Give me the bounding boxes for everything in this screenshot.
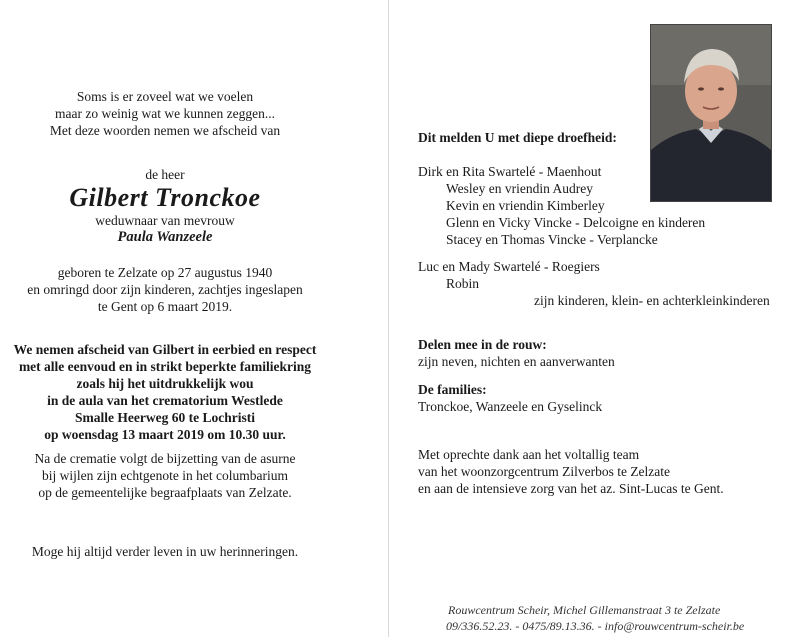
family-line-1: Dirk en Rita Swartelé - Maenhout <box>418 164 602 179</box>
birth-line-1: geboren te Zelzate op 27 augustus 1940 <box>57 265 273 280</box>
ceremony-line-3: zoals hij het uitdrukkelijk wou <box>76 376 254 391</box>
family-line-3: Kevin en vriendin Kimberley <box>446 198 605 213</box>
share-heading: Delen mee in de rouw: <box>418 337 547 352</box>
share-text: zijn neven, nichten en aanverwanten <box>418 354 615 369</box>
family-line-2: Wesley en vriendin Audrey <box>446 181 593 196</box>
cremation-line-2: bij wijlen zijn echtgenote in het columbarium <box>42 468 288 483</box>
widower-line: weduwnaar van mevrouw <box>95 213 235 228</box>
footer-contact: 09/336.52.23. - 0475/89.13.36. - info@rouwcentrum-scheir.be <box>446 619 745 633</box>
family-line-6: Luc en Mady Swartelé - Roegiers <box>418 259 600 274</box>
children-line: zijn kinderen, klein- en achterkleinkinderen <box>534 293 770 308</box>
ceremony-line-6: op woensdag 13 maart 2019 om 10.30 uur. <box>44 427 286 442</box>
families-heading: De families: <box>418 382 487 397</box>
footer-address: Rouwcentrum Scheir, Michel Gillemanstraat 3 te Zelzate <box>448 603 721 617</box>
closing-line: Moge hij altijd verder leven in uw herinneringen. <box>31 544 299 559</box>
thanks-line-1: Met oprechte dank aan het voltallig team <box>418 447 640 462</box>
poem-line-1: Soms is er zoveel wat we voelen <box>76 89 254 104</box>
left-panel <box>0 0 388 637</box>
family-line-4: Glenn en Vicky Vincke - Delcoigne en kinderen <box>446 215 706 230</box>
birth-line-2: en omringd door zijn kinderen, zachtjes ingeslapen <box>27 282 303 297</box>
announcement-heading: Dit melden U met diepe droefheid: <box>418 130 617 145</box>
spouse-name: Paula Wanzeele <box>117 229 213 245</box>
ceremony-line-4: in de aula van het crematorium Westlede <box>47 393 283 408</box>
cremation-line-3: op de gemeentelijke begraafplaats van Zelzate. <box>38 485 292 500</box>
deceased-name: Gilbert Tronckoe <box>69 183 261 212</box>
portrait-photo <box>650 24 772 202</box>
families-text: Tronckoe, Wanzeele en Gyselinck <box>418 399 603 414</box>
family-line-7: Robin <box>446 276 480 291</box>
birth-line-3: te Gent op 6 maart 2019. <box>97 299 233 314</box>
cremation-line-1: Na de crematie volgt de bijzetting van de asurne <box>34 451 296 466</box>
thanks-line-3: en aan de intensieve zorg van het az. Sint-Lucas te Gent. <box>418 481 724 496</box>
poem-line-3: Met deze woorden nemen we afscheid van <box>49 123 281 138</box>
thanks-line-2: van het woonzorgcentrum Zilverbos te Zelzate <box>418 464 671 479</box>
poem-line-2: maar zo weinig wat we kunnen zeggen... <box>54 106 276 121</box>
title: de heer <box>145 167 185 182</box>
family-line-5: Stacey en Thomas Vincke - Verplancke <box>446 232 658 247</box>
ceremony-line-1: We nemen afscheid van Gilbert in eerbied en respect <box>13 342 317 357</box>
portrait-icon <box>651 25 771 201</box>
ceremony-line-2: met alle eenvoud en in strikt beperkte familiekring <box>18 359 312 374</box>
ceremony-line-5: Smalle Heerweg 60 te Lochristi <box>75 410 255 425</box>
